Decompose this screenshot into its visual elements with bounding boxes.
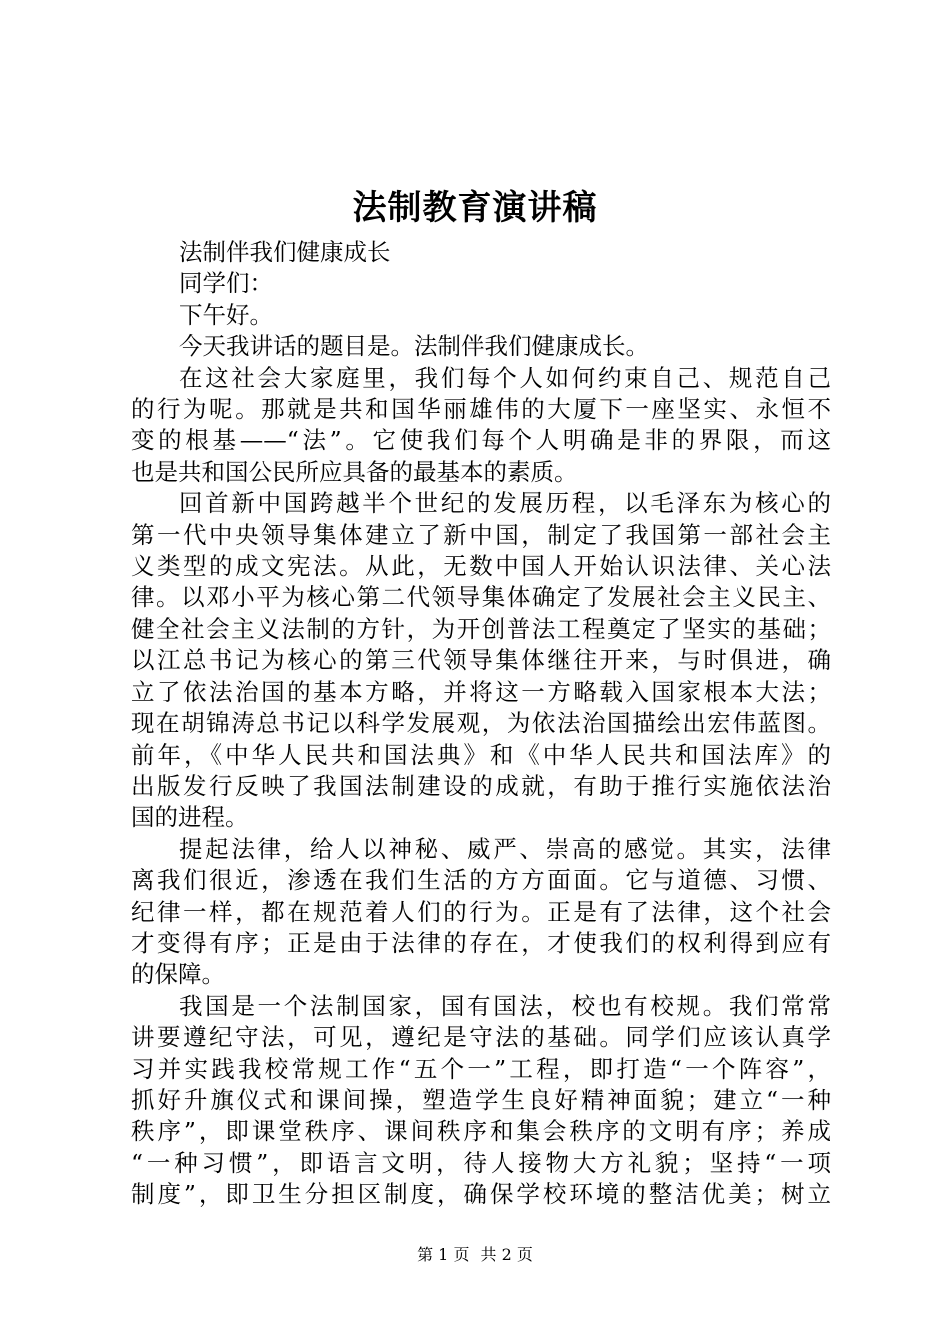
text-line: 纪律一样，都在规范着人们的行为。正是有了法律，这个社会 xyxy=(131,897,831,926)
text-line: 讲要遵纪守法，可见，遵纪是守法的基础。同学们应该认真学 xyxy=(131,1023,831,1052)
paragraph xyxy=(131,237,831,268)
paragraph xyxy=(131,488,831,833)
text-line: 现在胡锦涛总书记以科学发展观，为依法治国描绘出宏伟蓝图。 xyxy=(131,709,831,738)
text-line: 回首新中国跨越半个世纪的发展历程，以毛泽东为核心的 xyxy=(179,489,831,518)
page-footer xyxy=(0,1245,950,1265)
page-title: 法制教育演讲稿 xyxy=(352,188,598,228)
document-body xyxy=(131,237,831,1211)
text-line: 出版发行反映了我国法制建设的成就，有助于推行实施依法治 xyxy=(131,771,831,800)
text-line: 离我们很近，渗透在我们生活的方方面面。它与道德、习惯、 xyxy=(131,866,831,895)
paragraph xyxy=(131,363,831,489)
text-line: 今天我讲话的题目是。法制伴我们健康成长。 xyxy=(179,332,649,361)
text-line: 法制伴我们健康成长 xyxy=(179,238,391,266)
text-line: 立了依法治国的基本方略，并将这一方略载入国家根本大法； xyxy=(131,677,831,706)
text-line: 以江总书记为核心的第三代领导集体继往开来，与时俱进，确 xyxy=(131,646,831,675)
text-line: 下午好。 xyxy=(179,300,273,329)
text-line: 也是共和国公民所应具备的最基本的素质。 xyxy=(131,457,578,486)
text-line: 在这社会大家庭里，我们每个人如何约束自己、规范自己 xyxy=(179,363,831,392)
text-line: 制度”，即卫生分担区制度，确保学校环境的整洁优美；树立 xyxy=(131,1180,831,1209)
paragraph xyxy=(131,834,831,991)
page-number: 第 1 页 xyxy=(417,1245,470,1264)
page-total: 共 2 页 xyxy=(480,1245,533,1264)
text-line: 提起法律，给人以神秘、威严、崇高的感觉。其实，法律 xyxy=(179,834,831,863)
text-line: 健全社会主义法制的方针，为开创普法工程奠定了坚实的基础； xyxy=(131,614,831,643)
text-line: 律。以邓小平为核心第二代领导集体确定了发展社会主义民主、 xyxy=(131,583,831,612)
text-line: 国的进程。 xyxy=(131,803,249,832)
text-line: 秩序”，即课堂秩序、课间秩序和集会秩序的文明有序；养成 xyxy=(131,1117,831,1146)
text-line: 我国是一个法制国家，国有国法，校也有校规。我们常常 xyxy=(179,991,831,1020)
paragraph xyxy=(131,331,831,362)
text-line: “一种习惯”，即语言文明，待人接物大方礼貌；坚持“一项 xyxy=(131,1148,831,1177)
text-line: 义类型的成文宪法。从此，无数中国人开始认识法律、关心法 xyxy=(131,552,831,581)
paragraph xyxy=(131,991,831,1211)
text-line: 前年，《中华人民共和国法典》和《中华人民共和国法库》的 xyxy=(131,740,831,769)
text-line: 抓好升旗仪式和课间操，塑造学生良好精神面貌；建立“一种 xyxy=(131,1085,831,1114)
text-line: 第一代中央领导集体建立了新中国，制定了我国第一部社会主 xyxy=(131,520,831,549)
text-line: 的行为呢。那就是共和国华丽雄伟的大厦下一座坚实、永恒不 xyxy=(131,395,831,424)
text-line: 习并实践我校常规工作“五个一”工程，即打造“一个阵容”， xyxy=(131,1054,831,1083)
text-line: 变的根基——“法”。它使我们每个人明确是非的界限，而这 xyxy=(131,426,831,455)
text-line: 才变得有序；正是由于法律的存在，才使我们的权利得到应有 xyxy=(131,928,831,957)
text-line: 同学们： xyxy=(179,269,273,298)
paragraph xyxy=(131,300,831,331)
text-line: 的保障。 xyxy=(131,960,225,989)
paragraph xyxy=(131,268,831,299)
